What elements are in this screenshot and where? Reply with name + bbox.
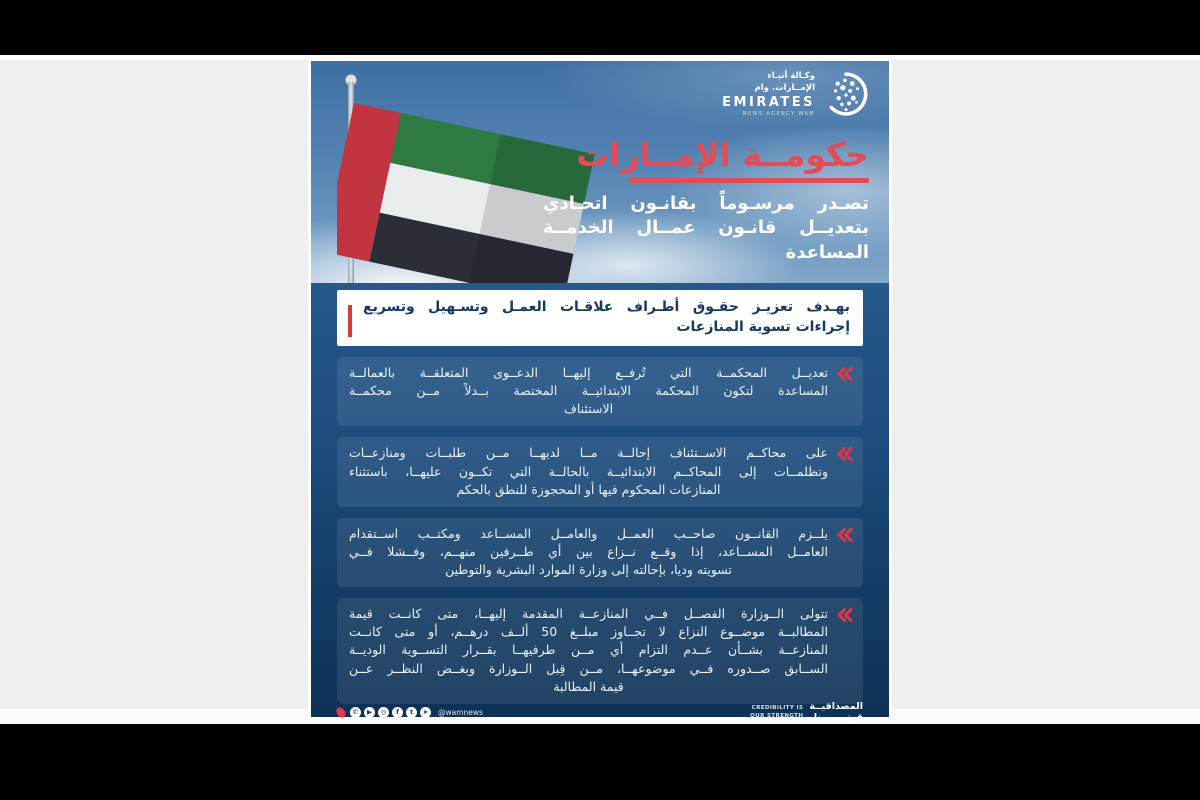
wam-logo bbox=[722, 71, 869, 117]
credibility-en-line1: CREDIBILITY IS bbox=[751, 705, 804, 712]
bullet-card bbox=[337, 598, 863, 704]
page-title: حكومــة الإمــارات bbox=[576, 135, 869, 174]
double-chevron-icon bbox=[836, 367, 853, 381]
title-underline bbox=[629, 178, 869, 183]
credibility-en-line2: OUR STRENGTH bbox=[750, 712, 804, 719]
credibility-arabic bbox=[809, 702, 863, 723]
highlight-box bbox=[337, 290, 863, 346]
credibility-english bbox=[750, 705, 803, 720]
facebook-icon: f bbox=[392, 707, 403, 718]
bullet-card bbox=[337, 518, 863, 587]
wam-arabic-line2: الإمــارات. وام bbox=[754, 82, 815, 93]
highlight-text: بهـدف تعزيـز حقـوق أطـراف علاقـات العمـل وتسـهيل وتسريع إجراءات تسوية المنازعات bbox=[363, 299, 850, 335]
whatsapp-icon: ✆ bbox=[350, 707, 361, 718]
wam-arabic-line1: وكـالة أنبـاء bbox=[767, 71, 815, 82]
card-footer bbox=[337, 701, 863, 723]
bullet-text: يلــزم القانــون صاحــب العمــل والعامــل المســاعد ومكتــب اســتقدام العامــل المســاعد، إذا وقــع نــزاع بين أي طــرفين منهــم، وفــشلا فــي تسويته وديا، بإحالته إلى وزارة الموارد البشرية والتوطين bbox=[349, 525, 828, 577]
bullet-card bbox=[337, 437, 863, 506]
credibility-ar-line1: المصداقيــة bbox=[809, 701, 863, 713]
bullet-text: تتولى الــوزارة الفصــل فــي المنازعــة المقدمة إليهــا، متى كانــت قيمة المطالبــة موضــوع النزاع لا تجــاوز مبلــغ 50 ألــف درهــم، أو متى كانــت المنازعــة بشــأن عــدم التزام أي مــن طرفيهــا بقــرار التســوية الوديــة الســابق صــدوره فــي موضوعهــا، مــن قِبل الــوزارة وبغــض النظــر عــن قيمة المطالبة bbox=[349, 606, 828, 694]
double-chevron-icon bbox=[836, 528, 853, 542]
twitter-icon: t bbox=[406, 707, 417, 718]
double-chevron-icon bbox=[836, 447, 853, 461]
youtube-icon: ▶ bbox=[364, 707, 375, 718]
instagram-icon: ◎ bbox=[378, 707, 389, 718]
telegram-icon: ➤ bbox=[420, 707, 431, 718]
bullet-text: تعديــل المحكمــة التي تُرفــع إليهــا الدعــوى المتعلقــة بالعمالــة المساعدة لتكون المحكمة الابتدائيــة المختصة بــدلاً مــن محكمــة الاستئناف bbox=[349, 365, 828, 417]
wam-english-name: EMIRATES bbox=[722, 94, 815, 110]
red-quote-mark bbox=[334, 706, 347, 720]
wam-logo-text bbox=[722, 71, 815, 116]
credibility-logo bbox=[750, 702, 863, 723]
infographic bbox=[308, 58, 892, 723]
double-chevron-icon bbox=[836, 608, 853, 622]
social-row bbox=[337, 707, 483, 718]
bullet-text: على محاكــم الاســتئناف إحالــة مــا لديهــا مــن طلبــات ومنازعــات وتظلمــات إلى المحاكــم الابتدائيــة بالحالــة التي تكــون عليهــا، باستثناء المنازعات المحكوم فيها أو المحجوزة للنطق بالحكم bbox=[349, 445, 828, 497]
wam-globe-icon bbox=[823, 71, 869, 117]
subtitle: تصـدر مرسـوماً بقانـون اتحـادي بتعديــل قانـون عمــال الخدمــة المساعدة bbox=[543, 192, 869, 264]
wam-english-subname: NEWS AGENCY WAM bbox=[742, 110, 815, 117]
content-panel bbox=[311, 283, 889, 723]
credibility-ar-line2: قوتــــــــنا bbox=[813, 711, 863, 723]
highlight-accent-bar bbox=[348, 305, 352, 337]
social-handle: @wamnews bbox=[438, 708, 483, 718]
bullet-card bbox=[337, 357, 863, 426]
photo-header bbox=[311, 61, 889, 283]
